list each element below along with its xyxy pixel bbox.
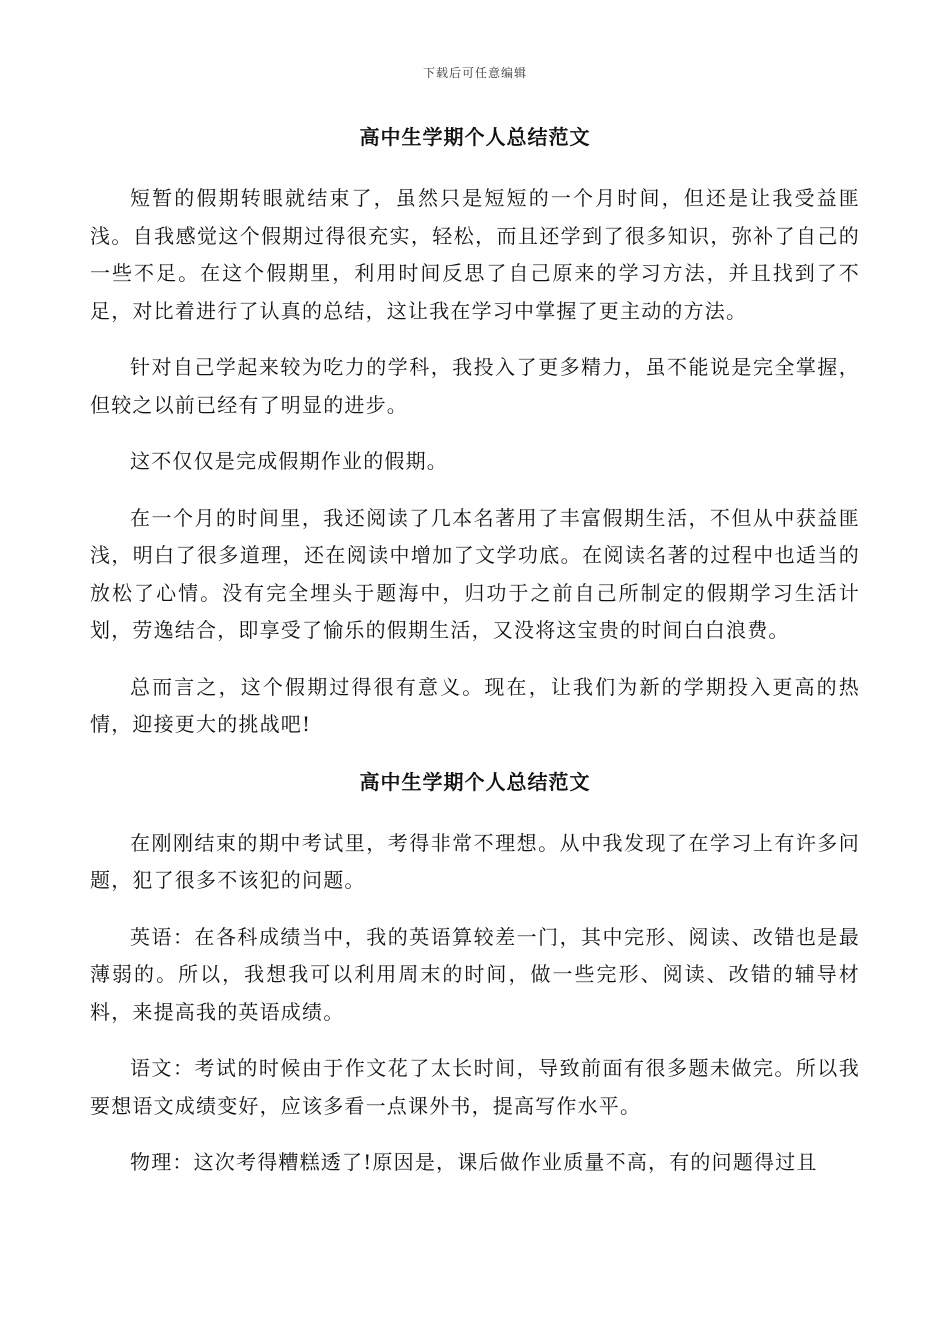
paragraph: 在一个月的时间里，我还阅读了几本名著用了丰富假期生活，不但从中获益匪浅，明白了很多道理，还在阅读中增加了文学功底。在阅读名著的过程中也适当的放松了心情。没有完全埋头于题海中，归功于之前自己所制定的假期学习生活计划，劳逸结合，即享受了愉乐的假期生活，又没将这宝贵的时间白白浪费。 [90, 505, 860, 642]
section-title: 高中生学期个人总结范文 [359, 125, 591, 149]
paragraph: 在刚刚结束的期中考试里，考得非常不理想。从中我发现了在学习上有许多问题，犯了很多不该犯的问题。 [90, 830, 860, 892]
paragraph: 短暂的假期转眼就结束了，虽然只是短短的一个月时间，但还是让我受益匪浅。自我感觉这个假期过得很充实，轻松，而且还学到了很多知识，弥补了自己的一些不足。在这个假期里，利用时间反思了自己原来的学习方法，并且找到了不足，对比着进行了认真的总结，这让我在学习中掌握了更主动的方法。 [90, 186, 860, 323]
paragraph: 语文：考试的时候由于作文花了太长时间，导致前面有很多题未做完。所以我要想语文成绩变好，应该多看一点课外书，提高写作水平。 [90, 1056, 860, 1118]
paragraph: 这不仅仅是完成假期作业的假期。 [130, 449, 448, 473]
paragraph: 物理：这次考得糟糕透了!原因是，课后做作业质量不高，有的问题得过且 [130, 1150, 818, 1174]
paragraph: 针对自己学起来较为吃力的学科，我投入了更多精力，虽不能说是完全掌握，但较之以前已经有了明显的进步。 [90, 355, 860, 417]
paragraph: 总而言之，这个假期过得很有意义。现在，让我们为新的学期投入更高的热情，迎接更大的挑战吧! [90, 674, 860, 736]
paragraph: 英语：在各科成绩当中，我的英语算较差一门，其中完形、阅读、改错也是最薄弱的。所以，我想我可以利用周末的时间，做一些完形、阅读、改错的辅导材料，来提高我的英语成绩。 [90, 924, 860, 1024]
header-note: 下载后可任意编辑 [422, 66, 527, 80]
document-body [90, 118, 860, 1201]
section-title: 高中生学期个人总结范文 [359, 769, 591, 794]
